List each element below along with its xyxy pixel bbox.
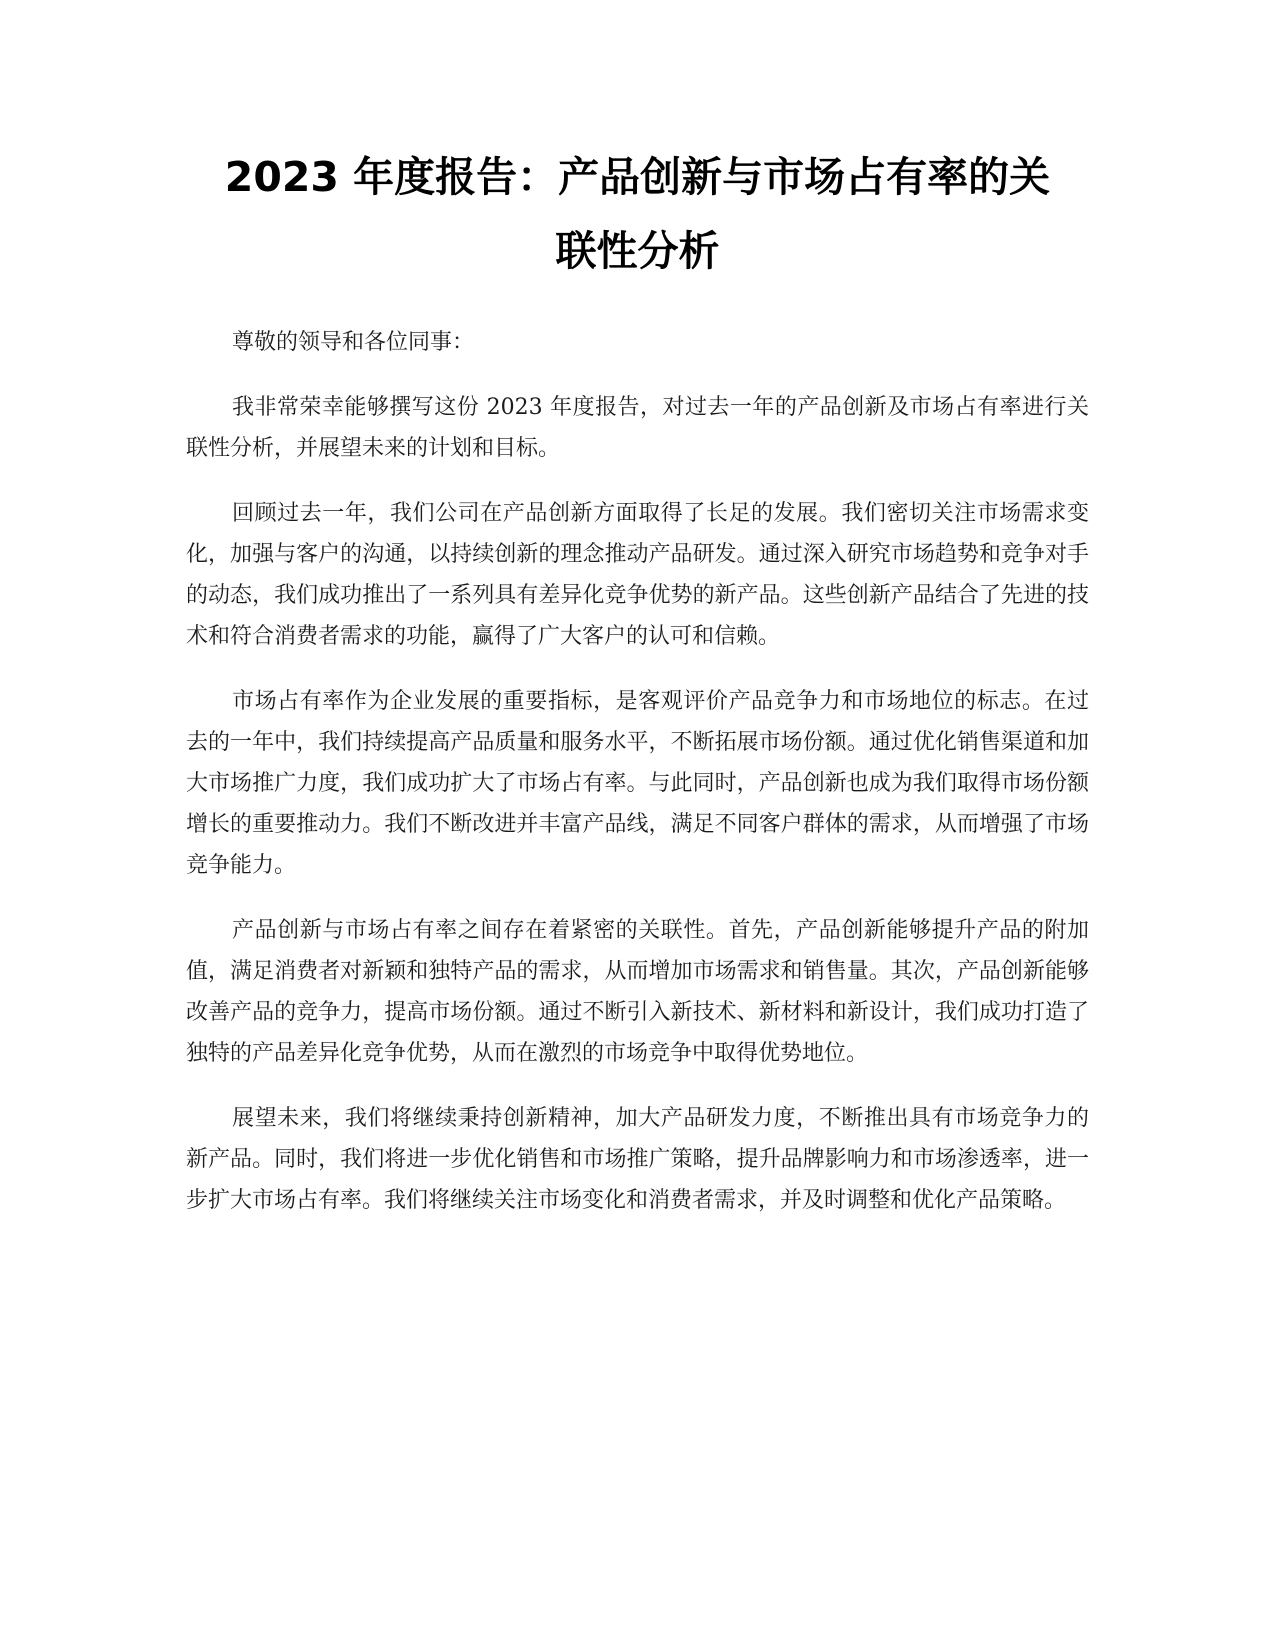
title-line-2: 联性分析 bbox=[555, 227, 720, 275]
document-body bbox=[186, 322, 1089, 1245]
greeting: 尊敬的领导和各位同事： bbox=[232, 330, 475, 355]
paragraph-outlook: 展望未来，我们将继续秉持创新精神，加大产品研发力度，不断推出具有市场竞争力的新产品。同时，我们将进一步优化销售和市场推广策略，提升品牌影响力和市场渗透率，进一步扩大市场占有率。我们将继续关注市场变化和消费者需求，并及时调整和优化产品策略。 bbox=[186, 1106, 1089, 1213]
title-line-1: 2023 年度报告：产品创新与市场占有率的关 bbox=[224, 153, 1051, 201]
paragraph-review: 回顾过去一年，我们公司在产品创新方面取得了长足的发展。我们密切关注市场需求变化，加强与客户的沟通，以持续创新的理念推动产品研发。通过深入研究市场趋势和竞争对手的动态，我们成功推出了一系列具有差异化竞争优势的新产品。这些创新产品结合了先进的技术和符合消费者需求的功能，赢得了广大客户的认可和信赖。 bbox=[186, 501, 1089, 649]
paragraph-market-share: 市场占有率作为企业发展的重要指标，是客观评价产品竞争力和市场地位的标志。在过去的一年中，我们持续提高产品质量和服务水平，不断拓展市场份额。通过优化销售渠道和加大市场推广力度，我们成功扩大了市场占有率。与此同时，产品创新也成为我们取得市场份额增长的重要推动力。我们不断改进并丰富产品线，满足不同客户群体的需求，从而增强了市场竞争能力。 bbox=[186, 689, 1089, 878]
document-title bbox=[160, 140, 1115, 288]
paragraph-intro: 我非常荣幸能够撰写这份 2023 年度报告，对过去一年的产品创新及市场占有率进行关联性分析，并展望未来的计划和目标。 bbox=[186, 395, 1089, 461]
paragraph-correlation: 产品创新与市场占有率之间存在着紧密的关联性。首先，产品创新能够提升产品的附加值，满足消费者对新颖和独特产品的需求，从而增加市场需求和销售量。其次，产品创新能够改善产品的竞争力，提高市场份额。通过不断引入新技术、新材料和新设计，我们成功打造了独特的产品差异化竞争优势，从而在激烈的市场竞争中取得优势地位。 bbox=[186, 918, 1089, 1066]
